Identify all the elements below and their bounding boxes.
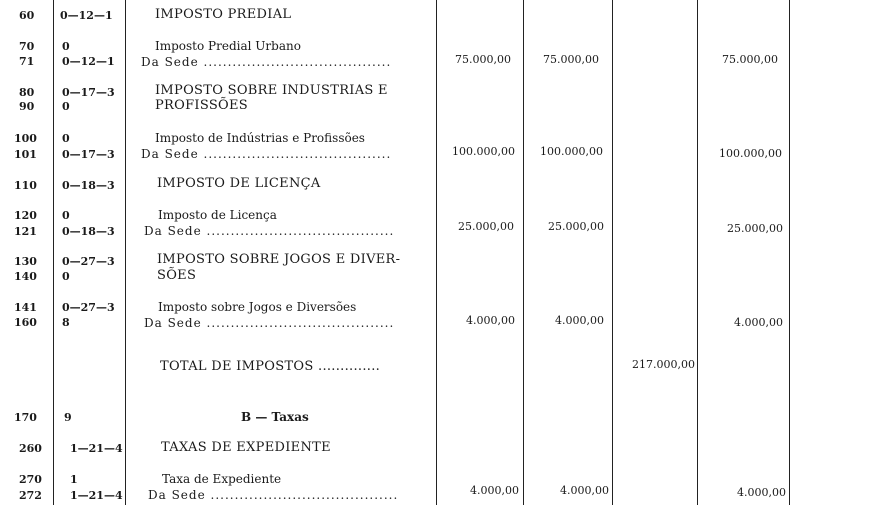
- account-code: 9: [64, 411, 72, 424]
- row-code: 71: [19, 55, 35, 68]
- value-cell: 4.000,00: [560, 484, 609, 497]
- row-code: 270: [19, 473, 42, 486]
- item-label: Imposto de Indústrias e Profissões: [155, 131, 365, 145]
- row-code: 272: [19, 489, 42, 502]
- value-cell: 4.000,00: [470, 484, 519, 497]
- value-cell: 4.000,00: [555, 314, 604, 327]
- row-code: 130: [14, 255, 37, 268]
- item-label: Imposto de Licença: [158, 208, 277, 222]
- account-code: 0—18—3: [62, 179, 115, 192]
- row-code: 121: [14, 225, 37, 238]
- account-code: 0—18—3: [62, 225, 115, 238]
- value-cell: 25.000,00: [727, 222, 783, 235]
- value-cell: 4.000,00: [737, 486, 786, 499]
- account-code: 0: [62, 40, 70, 53]
- column-rule: [53, 0, 54, 505]
- account-code: 0—17—3: [62, 86, 115, 99]
- column-rule: [612, 0, 613, 505]
- row-code: 110: [14, 179, 37, 192]
- section-title-continued: SÕES: [157, 268, 197, 283]
- account-code: 1—21—4: [70, 442, 123, 455]
- value-cell: 75.000,00: [455, 53, 511, 66]
- item-sublabel: Da Sede .......................................: [144, 224, 395, 238]
- section-title: IMPOSTO SOBRE JOGOS E DIVER-: [157, 252, 401, 267]
- value-cell: 4.000,00: [466, 314, 515, 327]
- row-code: 60: [19, 9, 35, 22]
- account-code: 0: [62, 132, 70, 145]
- item-label: Imposto sobre Jogos e Diversões: [158, 300, 357, 314]
- value-cell: 25.000,00: [458, 220, 514, 233]
- account-code: 8: [62, 316, 70, 329]
- section-title: TAXAS DE EXPEDIENTE: [161, 440, 331, 455]
- value-cell: 25.000,00: [548, 220, 604, 233]
- account-code: 0: [62, 270, 70, 283]
- account-code: 0: [62, 209, 70, 222]
- total-label: TOTAL DE IMPOSTOS ..............: [160, 359, 381, 374]
- row-code: 90: [19, 100, 35, 113]
- row-code: 170: [14, 411, 37, 424]
- section-title: IMPOSTO DE LICENÇA: [157, 176, 321, 191]
- item-sublabel: Da Sede .......................................: [144, 316, 395, 330]
- column-rule: [789, 0, 790, 505]
- account-code: 1—21—4: [70, 489, 123, 502]
- account-code: 1: [70, 473, 78, 486]
- row-code: 260: [19, 442, 42, 455]
- account-code: 0—27—3: [62, 255, 115, 268]
- column-rule: [436, 0, 437, 505]
- account-code: 0—27—3: [62, 301, 115, 314]
- item-sublabel: Da Sede .......................................: [141, 147, 392, 161]
- row-code: 141: [14, 301, 37, 314]
- value-cell: 100.000,00: [719, 147, 782, 160]
- row-code: 101: [14, 148, 37, 161]
- row-code: 160: [14, 316, 37, 329]
- row-code: 140: [14, 270, 37, 283]
- account-code: 0—12—1: [62, 55, 115, 68]
- item-label: Imposto Predial Urbano: [155, 39, 301, 53]
- column-rule: [125, 0, 126, 505]
- value-cell: 75.000,00: [722, 53, 778, 66]
- account-code: 0—12—1: [60, 9, 113, 22]
- row-code: 70: [19, 40, 35, 53]
- value-cell: 4.000,00: [734, 316, 783, 329]
- item-sublabel: Da Sede .......................................: [141, 55, 392, 69]
- row-code: 100: [14, 132, 37, 145]
- item-label: Taxa de Expediente: [162, 472, 282, 486]
- column-rule: [523, 0, 524, 505]
- account-code: 0: [62, 100, 70, 113]
- column-rule: [697, 0, 698, 505]
- row-code: 80: [19, 86, 35, 99]
- section-heading: B — Taxas: [241, 410, 309, 424]
- section-title-continued: PROFISSÕES: [155, 98, 248, 113]
- item-sublabel: Da Sede .......................................: [148, 488, 399, 502]
- total-value: 217.000,00: [632, 358, 695, 371]
- section-title: IMPOSTO SOBRE INDUSTRIAS E: [155, 83, 388, 98]
- section-title: IMPOSTO PREDIAL: [155, 7, 292, 22]
- account-code: 0—17—3: [62, 148, 115, 161]
- value-cell: 75.000,00: [543, 53, 599, 66]
- row-code: 120: [14, 209, 37, 222]
- value-cell: 100.000,00: [540, 145, 603, 158]
- value-cell: 100.000,00: [452, 145, 515, 158]
